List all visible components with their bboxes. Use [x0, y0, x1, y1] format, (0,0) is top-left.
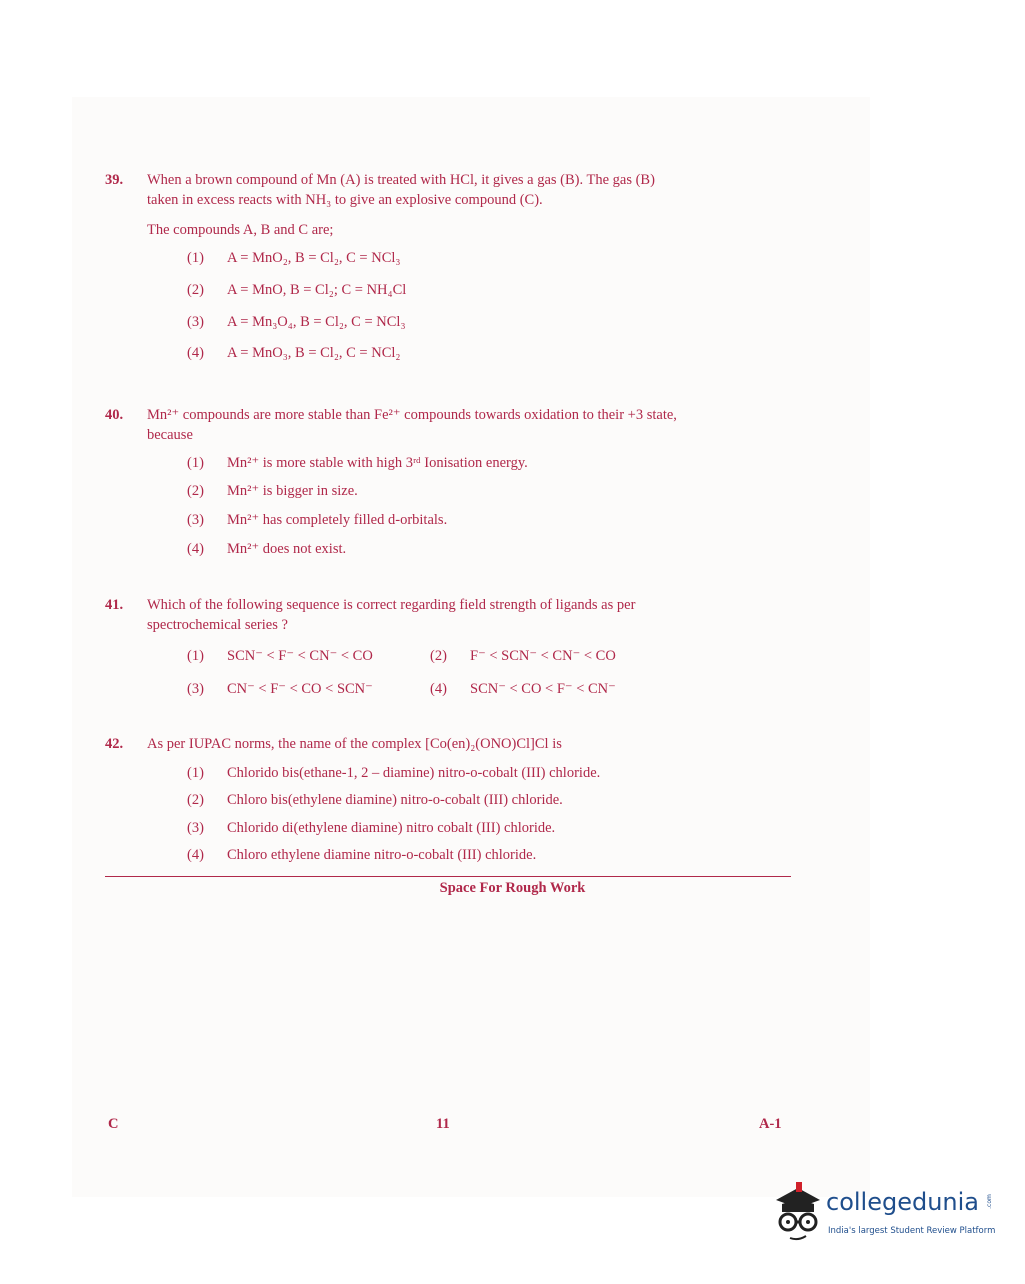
question-line: taken in excess reacts with NH₃ to give an explosive compound (C).	[147, 192, 543, 208]
brand-domain: .com	[985, 1194, 993, 1209]
option-3: (3) A = Mn₃O₄, B = Cl₂, C = NCl₃	[187, 314, 406, 330]
option-3: (3) Mn²⁺ has completely filled d-orbitals.	[187, 512, 448, 528]
option-1: (1) Mn²⁺ is more stable with high 3ʳᵈ Ionisation energy.	[187, 455, 528, 471]
option-4: (4) A = MnO₃, B = Cl₂, C = NCl₂	[187, 345, 401, 361]
option-3: (3) Chlorido di(ethylene diamine) nitro cobalt (III) chloride.	[187, 820, 556, 836]
option-2: (2) A = MnO, B = Cl₂; C = NH₄Cl	[187, 282, 407, 298]
option-2: (2) F⁻ < SCN⁻ < CN⁻ < CO	[430, 648, 616, 664]
option-1: (1) SCN⁻ < F⁻ < CN⁻ < CO	[187, 648, 373, 664]
brand-tagline: India's largest Student Review Platform	[828, 1226, 996, 1236]
question-line: Mn²⁺ compounds are more stable than Fe²⁺ compounds towards oxidation to their +3 state,	[147, 407, 677, 423]
question-text	[147, 595, 795, 635]
option-4: (4) Mn²⁺ does not exist.	[187, 541, 347, 557]
footer-page-number: 11	[436, 1116, 450, 1132]
question-number: 40.	[105, 407, 124, 423]
option-2: (2) Mn²⁺ is bigger in size.	[187, 483, 358, 499]
question-text	[147, 734, 795, 754]
rough-work-heading: Space For Rough Work	[439, 880, 586, 896]
option-2: (2) Chloro bis(ethylene diamine) nitro-o-cobalt (III) chloride.	[187, 792, 563, 808]
question-40	[105, 405, 795, 445]
question-42	[105, 734, 795, 754]
option-3: (3) CN⁻ < F⁻ < CO < SCN⁻	[187, 681, 373, 697]
question-line: spectrochemical series ?	[147, 617, 288, 633]
brand-name: collegedunia	[826, 1188, 980, 1216]
option-1: (1) Chlorido bis(ethane-1, 2 – diamine) nitro-o-cobalt (III) chloride.	[187, 765, 601, 781]
question-line: because	[147, 427, 193, 443]
option-4: (4) Chloro ethylene diamine nitro-o-cobalt (III) chloride.	[187, 847, 537, 863]
question-39	[105, 170, 795, 210]
mascot-icon	[768, 1178, 826, 1244]
question-stem: The compounds A, B and C are;	[147, 222, 334, 238]
question-41	[105, 595, 795, 635]
question-line: When a brown compound of Mn (A) is treated with HCl, it gives a gas (B). The gas (B)	[147, 172, 655, 188]
question-text	[147, 170, 795, 210]
collegedunia-logo	[768, 1178, 998, 1248]
question-number: 42.	[105, 736, 124, 752]
option-4: (4) SCN⁻ < CO < F⁻ < CN⁻	[430, 681, 616, 697]
question-line: Which of the following sequence is correct regarding field strength of ligands as per	[147, 597, 636, 613]
option-1: (1) A = MnO₂, B = Cl₂, C = NCl₃	[187, 250, 401, 266]
footer-version: C	[108, 1116, 119, 1132]
question-text	[147, 405, 795, 445]
question-number: 41.	[105, 597, 124, 613]
question-number: 39.	[105, 172, 124, 188]
footer-booklet-code: A-1	[759, 1116, 782, 1132]
question-line: As per IUPAC norms, the name of the complex [Co(en)₂(ONO)Cl]Cl is	[147, 736, 562, 752]
divider-rule	[105, 876, 791, 877]
